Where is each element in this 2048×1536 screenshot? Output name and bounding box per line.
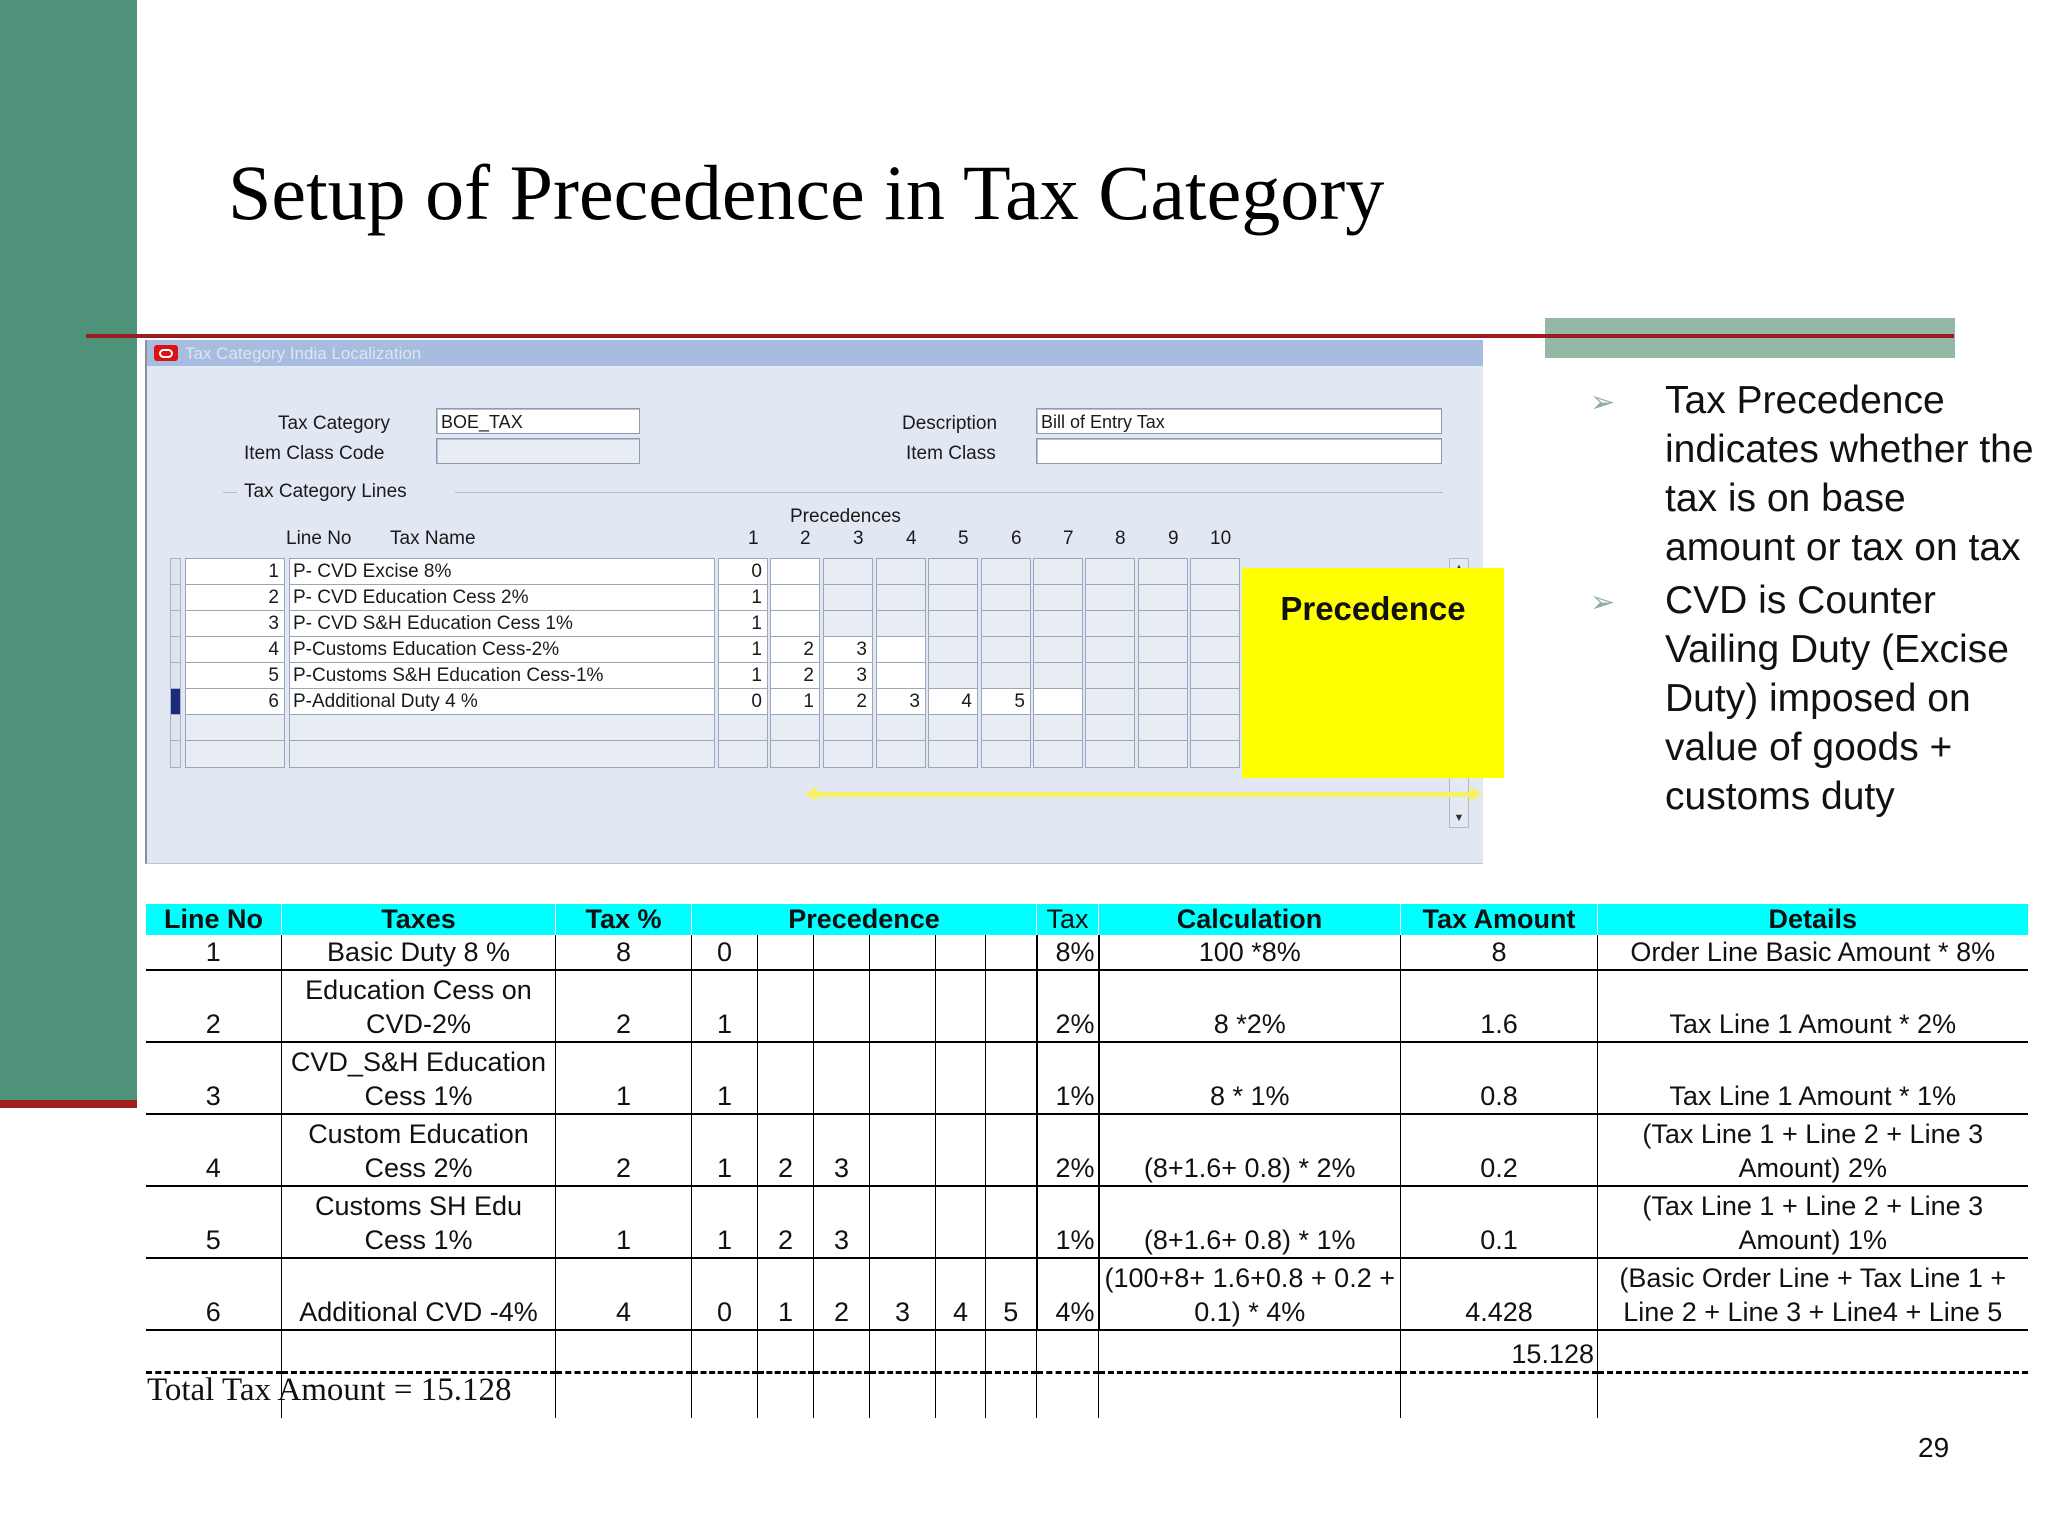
header-calculation: Calculation bbox=[1099, 904, 1401, 935]
header-line-no: Line No bbox=[146, 904, 282, 935]
precedence-cell[interactable]: 1 bbox=[718, 662, 768, 690]
precedence-cell[interactable] bbox=[1138, 688, 1188, 716]
precedence-cell[interactable] bbox=[981, 610, 1031, 638]
precedence-cell: 3 bbox=[870, 1258, 936, 1330]
precedence-cell[interactable] bbox=[770, 740, 820, 768]
blank-cell bbox=[870, 1330, 936, 1373]
line-no-cell[interactable]: 6 bbox=[185, 688, 285, 716]
precedence-cell: 1 bbox=[758, 1258, 814, 1330]
table-row bbox=[146, 970, 2028, 1042]
tax-amount-cell: 1.6 bbox=[1401, 970, 1598, 1042]
page-number: 29 bbox=[1918, 1432, 1950, 1463]
precedence-col-header: 1 bbox=[748, 528, 759, 549]
precedence-cell: 5 bbox=[986, 1258, 1037, 1330]
precedence-col-header: 8 bbox=[1115, 528, 1126, 549]
precedence-cell[interactable] bbox=[876, 636, 926, 664]
row-selector[interactable] bbox=[170, 714, 181, 742]
blank-cell bbox=[1401, 1373, 1598, 1419]
tax-name-header: Tax Name bbox=[390, 528, 476, 549]
precedence-cell[interactable] bbox=[981, 584, 1031, 612]
precedence-cell[interactable] bbox=[1033, 740, 1083, 768]
precedence-cell[interactable] bbox=[1190, 688, 1240, 716]
blank-cell bbox=[936, 1330, 986, 1373]
precedence-cell[interactable] bbox=[928, 636, 978, 664]
precedence-cell[interactable] bbox=[823, 740, 873, 768]
tax-pct-cell: 1 bbox=[556, 1042, 692, 1114]
title-rule bbox=[86, 334, 1954, 338]
line-no-cell[interactable]: 1 bbox=[185, 558, 285, 586]
subtotal-row bbox=[146, 1330, 2028, 1373]
precedence-cell[interactable]: 2 bbox=[770, 662, 820, 690]
left-accent-bar bbox=[0, 0, 137, 1100]
precedence-cell bbox=[870, 1114, 936, 1186]
precedence-col-header: 7 bbox=[1063, 528, 1074, 549]
precedence-cell[interactable]: 2 bbox=[823, 688, 873, 716]
tax-cell: 4% bbox=[1037, 1258, 1099, 1330]
details-cell: (Basic Order Line + Tax Line 1 + Line 2 + Line 3 + Line4 + Line 5 bbox=[1598, 1258, 2028, 1330]
arrow-bullet-icon: ➢ bbox=[1590, 386, 1616, 419]
precedence-cell[interactable] bbox=[876, 584, 926, 612]
precedence-cell[interactable] bbox=[1138, 636, 1188, 664]
precedence-cell bbox=[936, 935, 986, 970]
blank-cell bbox=[1598, 1330, 2028, 1373]
details-cell: Order Line Basic Amount * 8% bbox=[1598, 935, 2028, 970]
precedence-cell[interactable]: 3 bbox=[876, 688, 926, 716]
taxes-cell: Custom Education Cess 2% bbox=[282, 1114, 556, 1186]
row-selector[interactable] bbox=[170, 636, 181, 664]
precedence-cell[interactable] bbox=[1033, 714, 1083, 742]
precedence-cell[interactable] bbox=[1190, 558, 1240, 586]
tax-pct-cell: 2 bbox=[556, 970, 692, 1042]
taxes-cell: Additional CVD -4% bbox=[282, 1258, 556, 1330]
precedence-cell[interactable] bbox=[1033, 688, 1083, 716]
tax-name-cell[interactable]: P-Additional Duty 4 % bbox=[289, 688, 715, 716]
blank-cell bbox=[1099, 1330, 1401, 1373]
precedence-cell[interactable] bbox=[770, 610, 820, 638]
precedence-cell[interactable] bbox=[1085, 584, 1135, 612]
group-line-right bbox=[455, 492, 1443, 493]
tax-pct-cell: 1 bbox=[556, 1186, 692, 1258]
calculation-cell: 8 * 1% bbox=[1099, 1042, 1401, 1114]
precedence-cell[interactable] bbox=[1085, 610, 1135, 638]
precedence-cell[interactable]: 2 bbox=[770, 636, 820, 664]
blank-cell bbox=[758, 1330, 814, 1373]
tax-name-cell[interactable]: P-Customs Education Cess-2% bbox=[289, 636, 715, 664]
precedence-cell[interactable]: 0 bbox=[718, 558, 768, 586]
precedence-cell: 2 bbox=[758, 1186, 814, 1258]
tax-category-label: Tax Category bbox=[278, 413, 390, 434]
precedence-cell bbox=[936, 1114, 986, 1186]
header-tax: Tax bbox=[1037, 904, 1099, 935]
line-no-cell: 6 bbox=[146, 1258, 282, 1330]
precedence-cell bbox=[986, 935, 1037, 970]
blank-cell bbox=[986, 1330, 1037, 1373]
header-taxes: Taxes bbox=[282, 904, 556, 935]
precedence-cell: 2 bbox=[758, 1114, 814, 1186]
precedence-cell bbox=[870, 1042, 936, 1114]
precedence-cell[interactable] bbox=[1085, 740, 1135, 768]
item-class-label: Item Class bbox=[906, 443, 996, 464]
tax-pct-cell: 4 bbox=[556, 1258, 692, 1330]
precedence-cell[interactable] bbox=[1085, 558, 1135, 586]
precedence-cell[interactable] bbox=[928, 610, 978, 638]
blank-cell bbox=[1037, 1330, 1099, 1373]
precedence-cell bbox=[814, 1042, 870, 1114]
precedence-cell[interactable] bbox=[1190, 740, 1240, 768]
scroll-down-icon[interactable]: ▼ bbox=[1453, 812, 1465, 824]
tax-category-lines-label: Tax Category Lines bbox=[244, 481, 407, 502]
precedence-cell bbox=[814, 970, 870, 1042]
header-precedence: Precedence bbox=[692, 904, 1037, 935]
blank-cell bbox=[556, 1373, 692, 1419]
line-no-cell[interactable]: 3 bbox=[185, 610, 285, 638]
tax-pct-cell: 8 bbox=[556, 935, 692, 970]
blank-cell bbox=[814, 1330, 870, 1373]
precedence-col-header: 10 bbox=[1210, 528, 1232, 549]
precedence-cell[interactable] bbox=[1138, 662, 1188, 690]
line-no-cell: 3 bbox=[146, 1042, 282, 1114]
tax-amount-cell: 8 bbox=[1401, 935, 1598, 970]
total-tax-amount: Total Tax Amount = 15.128 bbox=[147, 1372, 512, 1408]
details-cell: Tax Line 1 Amount * 2% bbox=[1598, 970, 2028, 1042]
tax-pct-cell: 2 bbox=[556, 1114, 692, 1186]
precedence-cell[interactable] bbox=[770, 558, 820, 586]
precedence-col-header: 3 bbox=[853, 528, 864, 549]
precedence-cell[interactable] bbox=[823, 558, 873, 586]
precedence-col-header: 9 bbox=[1168, 528, 1179, 549]
arrow-right-icon bbox=[1470, 786, 1482, 802]
details-cell: (Tax Line 1 + Line 2 + Line 3 Amount) 2% bbox=[1598, 1114, 2028, 1186]
blank-cell bbox=[692, 1373, 758, 1419]
details-cell: Tax Line 1 Amount * 1% bbox=[1598, 1042, 2028, 1114]
precedence-cell[interactable] bbox=[718, 740, 768, 768]
precedence-cell: 1 bbox=[692, 1186, 758, 1258]
blank-cell bbox=[870, 1373, 936, 1419]
precedence-cell bbox=[870, 935, 936, 970]
precedence-cell[interactable] bbox=[981, 558, 1031, 586]
arrow-left-icon bbox=[805, 786, 817, 802]
callout-arrow-line bbox=[812, 792, 1472, 797]
precedence-cell[interactable] bbox=[1138, 558, 1188, 586]
line-no-cell: 1 bbox=[146, 935, 282, 970]
accent-box bbox=[1545, 318, 1955, 358]
precedence-cell[interactable] bbox=[1033, 610, 1083, 638]
precedence-cell[interactable] bbox=[876, 610, 926, 638]
precedence-cell[interactable]: 3 bbox=[823, 662, 873, 690]
precedence-cell bbox=[936, 1042, 986, 1114]
precedence-cell[interactable] bbox=[770, 584, 820, 612]
precedence-cell[interactable] bbox=[1033, 584, 1083, 612]
tax-name-cell[interactable] bbox=[289, 714, 715, 742]
table-row bbox=[146, 1258, 2028, 1330]
line-no-cell[interactable]: 4 bbox=[185, 636, 285, 664]
precedence-cell[interactable]: 1 bbox=[718, 636, 768, 664]
precedence-cell[interactable] bbox=[1190, 662, 1240, 690]
precedence-col-header: 5 bbox=[958, 528, 969, 549]
item-class-field[interactable] bbox=[1036, 438, 1442, 464]
precedence-cell[interactable] bbox=[1190, 714, 1240, 742]
calculation-cell: (100+8+ 1.6+0.8 + 0.2 + 0.1) * 4% bbox=[1099, 1258, 1401, 1330]
precedence-cell[interactable] bbox=[928, 714, 978, 742]
tax-cell: 1% bbox=[1037, 1186, 1099, 1258]
calculation-cell: 8 *2% bbox=[1099, 970, 1401, 1042]
precedence-cell bbox=[986, 970, 1037, 1042]
precedence-cell[interactable] bbox=[981, 636, 1031, 664]
blank-cell bbox=[936, 1373, 986, 1419]
description-label: Description bbox=[902, 413, 998, 434]
precedence-cell[interactable] bbox=[1190, 610, 1240, 638]
bullet-item bbox=[1590, 576, 2045, 821]
calculation-cell: (8+1.6+ 0.8) * 1% bbox=[1099, 1186, 1401, 1258]
precedence-cell[interactable] bbox=[876, 662, 926, 690]
taxes-cell: Basic Duty 8 % bbox=[282, 935, 556, 970]
line-no-header: Line No bbox=[286, 528, 352, 549]
precedence-cell[interactable] bbox=[1190, 584, 1240, 612]
precedence-cell: 0 bbox=[692, 1258, 758, 1330]
precedence-cell[interactable] bbox=[1085, 662, 1135, 690]
precedence-cell[interactable]: 3 bbox=[823, 636, 873, 664]
precedence-cell[interactable] bbox=[876, 714, 926, 742]
callout-label: Precedence bbox=[1280, 590, 1466, 627]
blank-cell bbox=[1598, 1373, 2028, 1419]
precedence-callout bbox=[1242, 568, 1504, 778]
precedences-header: Precedences bbox=[790, 506, 901, 527]
precedence-cell bbox=[758, 935, 814, 970]
precedence-cell: 1 bbox=[692, 970, 758, 1042]
line-no-cell[interactable]: 2 bbox=[185, 584, 285, 612]
blank-cell bbox=[758, 1373, 814, 1419]
precedence-cell[interactable] bbox=[1085, 714, 1135, 742]
precedence-cell[interactable]: 5 bbox=[981, 688, 1031, 716]
precedence-cell[interactable] bbox=[718, 714, 768, 742]
row-selector[interactable] bbox=[170, 558, 181, 586]
bullet-item bbox=[1590, 376, 2045, 572]
line-no-cell[interactable] bbox=[185, 714, 285, 742]
precedence-cell[interactable]: 4 bbox=[928, 688, 978, 716]
precedence-col-header: 2 bbox=[800, 528, 811, 549]
precedence-cell[interactable]: 1 bbox=[718, 610, 768, 638]
tax-cell: 8% bbox=[1037, 935, 1099, 970]
blank-cell bbox=[1037, 1373, 1099, 1419]
precedence-cell[interactable] bbox=[823, 584, 873, 612]
row-selector[interactable] bbox=[170, 584, 181, 612]
precedence-cell bbox=[758, 970, 814, 1042]
precedence-cell[interactable] bbox=[981, 714, 1031, 742]
precedence-cell[interactable] bbox=[876, 740, 926, 768]
oracle-logo-icon bbox=[154, 345, 178, 361]
row-selector[interactable] bbox=[170, 740, 181, 768]
precedence-cell[interactable] bbox=[928, 558, 978, 586]
bullet-text: Tax Precedence indicates whether the tax is on base amount or tax on tax bbox=[1665, 379, 2034, 569]
precedence-cell bbox=[936, 1186, 986, 1258]
precedence-cell[interactable] bbox=[876, 558, 926, 586]
precedence-cell[interactable] bbox=[1085, 688, 1135, 716]
arrow-bullet-icon: ➢ bbox=[1590, 586, 1616, 619]
precedence-cell[interactable] bbox=[928, 662, 978, 690]
blank-cell bbox=[1099, 1373, 1401, 1419]
header-tax-amount: Tax Amount bbox=[1401, 904, 1598, 935]
table-row bbox=[146, 935, 2028, 970]
precedence-col-header: 4 bbox=[906, 528, 917, 549]
blank-cell bbox=[282, 1330, 556, 1373]
tax-amount-cell: 4.428 bbox=[1401, 1258, 1598, 1330]
precedence-cell: 2 bbox=[814, 1258, 870, 1330]
line-no-cell[interactable] bbox=[185, 740, 285, 768]
tax-calculation-table bbox=[145, 904, 2028, 1418]
details-cell: (Tax Line 1 + Line 2 + Line 3 Amount) 1% bbox=[1598, 1186, 2028, 1258]
tax-name-cell[interactable]: P-Customs S&H Education Cess-1% bbox=[289, 662, 715, 690]
blank-cell bbox=[986, 1373, 1037, 1419]
bullet-list bbox=[1590, 376, 2045, 904]
precedence-cell[interactable] bbox=[981, 740, 1031, 768]
line-no-cell: 5 bbox=[146, 1186, 282, 1258]
left-accent-bar-edge bbox=[0, 1100, 137, 1108]
row-selector[interactable] bbox=[170, 610, 181, 638]
tax-cell: 2% bbox=[1037, 970, 1099, 1042]
precedence-cell[interactable]: 1 bbox=[770, 688, 820, 716]
header-tax-pct: Tax % bbox=[556, 904, 692, 935]
row-selector[interactable] bbox=[170, 688, 181, 716]
description-field[interactable]: Bill of Entry Tax bbox=[1036, 408, 1442, 434]
form-window-title: Tax Category India Localization bbox=[185, 344, 422, 363]
tax-name-cell[interactable]: P- CVD Education Cess 2% bbox=[289, 584, 715, 612]
precedence-cell[interactable] bbox=[1138, 584, 1188, 612]
taxes-cell: CVD_S&H Education Cess 1% bbox=[282, 1042, 556, 1114]
tax-name-cell[interactable]: P- CVD Excise 8% bbox=[289, 558, 715, 586]
precedence-col-header: 6 bbox=[1011, 528, 1022, 549]
tax-cell: 1% bbox=[1037, 1042, 1099, 1114]
precedence-cell bbox=[758, 1042, 814, 1114]
item-class-code-field[interactable] bbox=[436, 438, 640, 464]
slide-title: Setup of Precedence in Tax Category bbox=[228, 149, 1385, 236]
line-no-cell: 2 bbox=[146, 970, 282, 1042]
precedence-cell bbox=[986, 1186, 1037, 1258]
blank-cell bbox=[692, 1330, 758, 1373]
precedence-cell bbox=[986, 1042, 1037, 1114]
precedence-cell: 3 bbox=[814, 1114, 870, 1186]
table-header-row bbox=[146, 904, 2028, 935]
precedence-cell[interactable] bbox=[1033, 558, 1083, 586]
tax-amount-cell: 0.1 bbox=[1401, 1186, 1598, 1258]
precedence-cell[interactable] bbox=[770, 714, 820, 742]
precedence-cell: 4 bbox=[936, 1258, 986, 1330]
table-row bbox=[146, 1114, 2028, 1186]
blank-cell bbox=[814, 1373, 870, 1419]
row-selector[interactable] bbox=[170, 662, 181, 690]
precedence-cell[interactable] bbox=[1085, 636, 1135, 664]
precedence-cell[interactable] bbox=[823, 610, 873, 638]
tax-cell: 2% bbox=[1037, 1114, 1099, 1186]
precedence-cell bbox=[870, 970, 936, 1042]
tax-name-cell[interactable]: P- CVD S&H Education Cess 1% bbox=[289, 610, 715, 638]
table-row bbox=[146, 1186, 2028, 1258]
group-line-left bbox=[223, 492, 237, 493]
taxes-cell: Education Cess on CVD-2% bbox=[282, 970, 556, 1042]
precedence-cell: 1 bbox=[692, 1042, 758, 1114]
blank-cell bbox=[556, 1330, 692, 1373]
form-title-bar bbox=[147, 340, 1483, 366]
header-details: Details bbox=[1598, 904, 2028, 935]
line-no-cell[interactable]: 5 bbox=[185, 662, 285, 690]
precedence-cell[interactable] bbox=[1138, 610, 1188, 638]
precedence-cell[interactable] bbox=[1138, 740, 1188, 768]
precedence-cell[interactable] bbox=[823, 714, 873, 742]
precedence-cell[interactable]: 0 bbox=[718, 688, 768, 716]
precedence-cell[interactable] bbox=[1190, 636, 1240, 664]
precedence-cell[interactable] bbox=[981, 662, 1031, 690]
calculation-cell: (8+1.6+ 0.8) * 2% bbox=[1099, 1114, 1401, 1186]
precedence-cell[interactable] bbox=[1138, 714, 1188, 742]
line-no-cell: 4 bbox=[146, 1114, 282, 1186]
calculation-cell: 100 *8% bbox=[1099, 935, 1401, 970]
tax-amount-cell: 0.8 bbox=[1401, 1042, 1598, 1114]
precedence-cell[interactable] bbox=[928, 584, 978, 612]
precedence-cell: 0 bbox=[692, 935, 758, 970]
precedence-cell bbox=[814, 935, 870, 970]
precedence-cell[interactable] bbox=[1033, 636, 1083, 664]
tax-amount-cell: 0.2 bbox=[1401, 1114, 1598, 1186]
precedence-cell[interactable]: 1 bbox=[718, 584, 768, 612]
precedence-cell[interactable] bbox=[1033, 662, 1083, 690]
blank-cell bbox=[146, 1330, 282, 1373]
taxes-cell: Customs SH Edu Cess 1% bbox=[282, 1186, 556, 1258]
bullet-text: CVD is Counter Vailing Duty (Excise Duty) imposed on value of goods + customs duty bbox=[1665, 579, 2009, 818]
subtotal-cell: 15.128 bbox=[1401, 1330, 1598, 1373]
precedence-cell bbox=[986, 1114, 1037, 1186]
precedence-cell: 3 bbox=[814, 1186, 870, 1258]
precedence-cell bbox=[936, 970, 986, 1042]
item-class-code-label: Item Class Code bbox=[244, 443, 385, 464]
tax-category-field[interactable]: BOE_TAX bbox=[436, 408, 640, 434]
precedence-cell bbox=[870, 1186, 936, 1258]
precedence-cell: 1 bbox=[692, 1114, 758, 1186]
table-row bbox=[146, 1042, 2028, 1114]
tax-name-cell[interactable] bbox=[289, 740, 715, 768]
precedence-cell[interactable] bbox=[928, 740, 978, 768]
